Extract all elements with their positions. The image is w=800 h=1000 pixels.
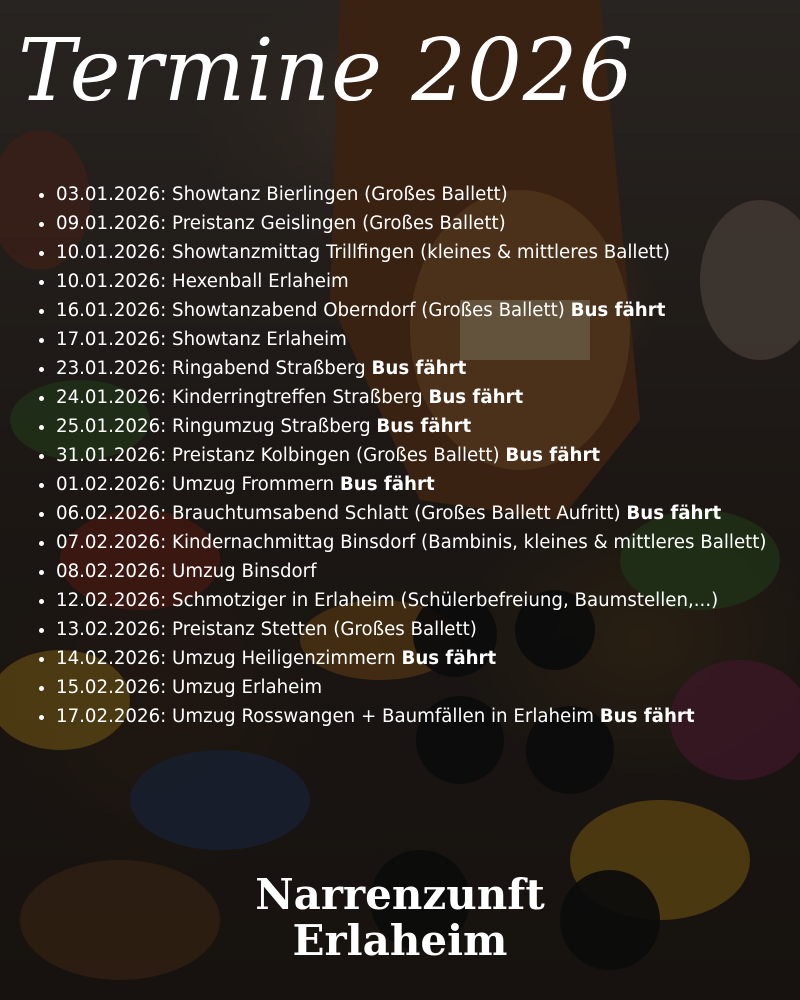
event-text: 03.01.2026: Showtanz Bierlingen (Großes Ballett) [56, 184, 508, 205]
event-item [56, 557, 800, 586]
event-item [56, 354, 800, 383]
event-text: 15.02.2026: Umzug Erlaheim [56, 677, 323, 698]
bus-badge: Bus fährt [505, 445, 601, 466]
bus-badge: Bus fährt [599, 706, 695, 727]
event-item [56, 470, 800, 499]
event-item [56, 499, 800, 528]
event-text: 01.02.2026: Umzug Frommern [56, 474, 340, 495]
logo-line-1: Narrenzunft [255, 870, 545, 919]
bus-badge: Bus fährt [626, 503, 722, 524]
event-text: 24.01.2026: Kinderringtreffen Straßberg [56, 387, 429, 408]
bus-badge: Bus fährt [401, 648, 497, 669]
event-text: 06.02.2026: Brauchtumsabend Schlatt (Großes Ballett Aufritt) [56, 503, 627, 524]
event-item [56, 209, 800, 238]
event-item [56, 644, 800, 673]
event-item [56, 412, 800, 441]
event-text: 07.02.2026: Kindernachmittag Binsdorf (Bambinis, kleines & mittleres Ballett) [56, 532, 767, 553]
event-item [56, 441, 800, 470]
event-item [56, 586, 800, 615]
event-text: 13.02.2026: Preistanz Stetten (Großes Ballett) [56, 619, 477, 640]
event-text: 17.02.2026: Umzug Rosswangen + Baumfällen in Erlaheim [56, 706, 600, 727]
club-logo [250, 872, 550, 964]
event-text: 10.01.2026: Hexenball Erlaheim [56, 271, 349, 292]
event-text: 12.02.2026: Schmotziger in Erlaheim (Schülerbefreiung, Baumstellen,...) [56, 590, 719, 611]
page-title: Termine 2026 [18, 21, 635, 121]
bus-badge: Bus fährt [376, 416, 472, 437]
event-item [56, 180, 800, 209]
event-item [56, 325, 800, 354]
bus-badge: Bus fährt [570, 300, 666, 321]
event-text: 31.01.2026: Preistanz Kolbingen (Großes Ballett) [56, 445, 506, 466]
event-item [56, 528, 800, 557]
event-text: 23.01.2026: Ringabend Straßberg [56, 358, 372, 379]
event-text: 25.01.2026: Ringumzug Straßberg [56, 416, 377, 437]
event-text: 08.02.2026: Umzug Binsdorf [56, 561, 317, 582]
event-text: 09.01.2026: Preistanz Geislingen (Großes Ballett) [56, 213, 506, 234]
event-item [56, 615, 800, 644]
event-list [34, 180, 800, 731]
bus-badge: Bus fährt [371, 358, 467, 379]
event-item [56, 296, 800, 325]
event-item [56, 673, 800, 702]
event-text: 14.02.2026: Umzug Heiligenzimmern [56, 648, 402, 669]
event-text: 10.01.2026: Showtanzmittag Trillfingen (kleines & mittleres Ballett) [56, 242, 671, 263]
bus-badge: Bus fährt [339, 474, 435, 495]
event-item [56, 238, 800, 267]
event-text: 16.01.2026: Showtanzabend Oberndorf (Großes Ballett) [56, 300, 571, 321]
bus-badge: Bus fährt [428, 387, 524, 408]
event-text: 17.01.2026: Showtanz Erlaheim [56, 329, 347, 350]
event-item [56, 267, 800, 296]
event-item [56, 383, 800, 412]
logo-line-2: Erlaheim [292, 916, 508, 965]
event-item [56, 702, 800, 731]
